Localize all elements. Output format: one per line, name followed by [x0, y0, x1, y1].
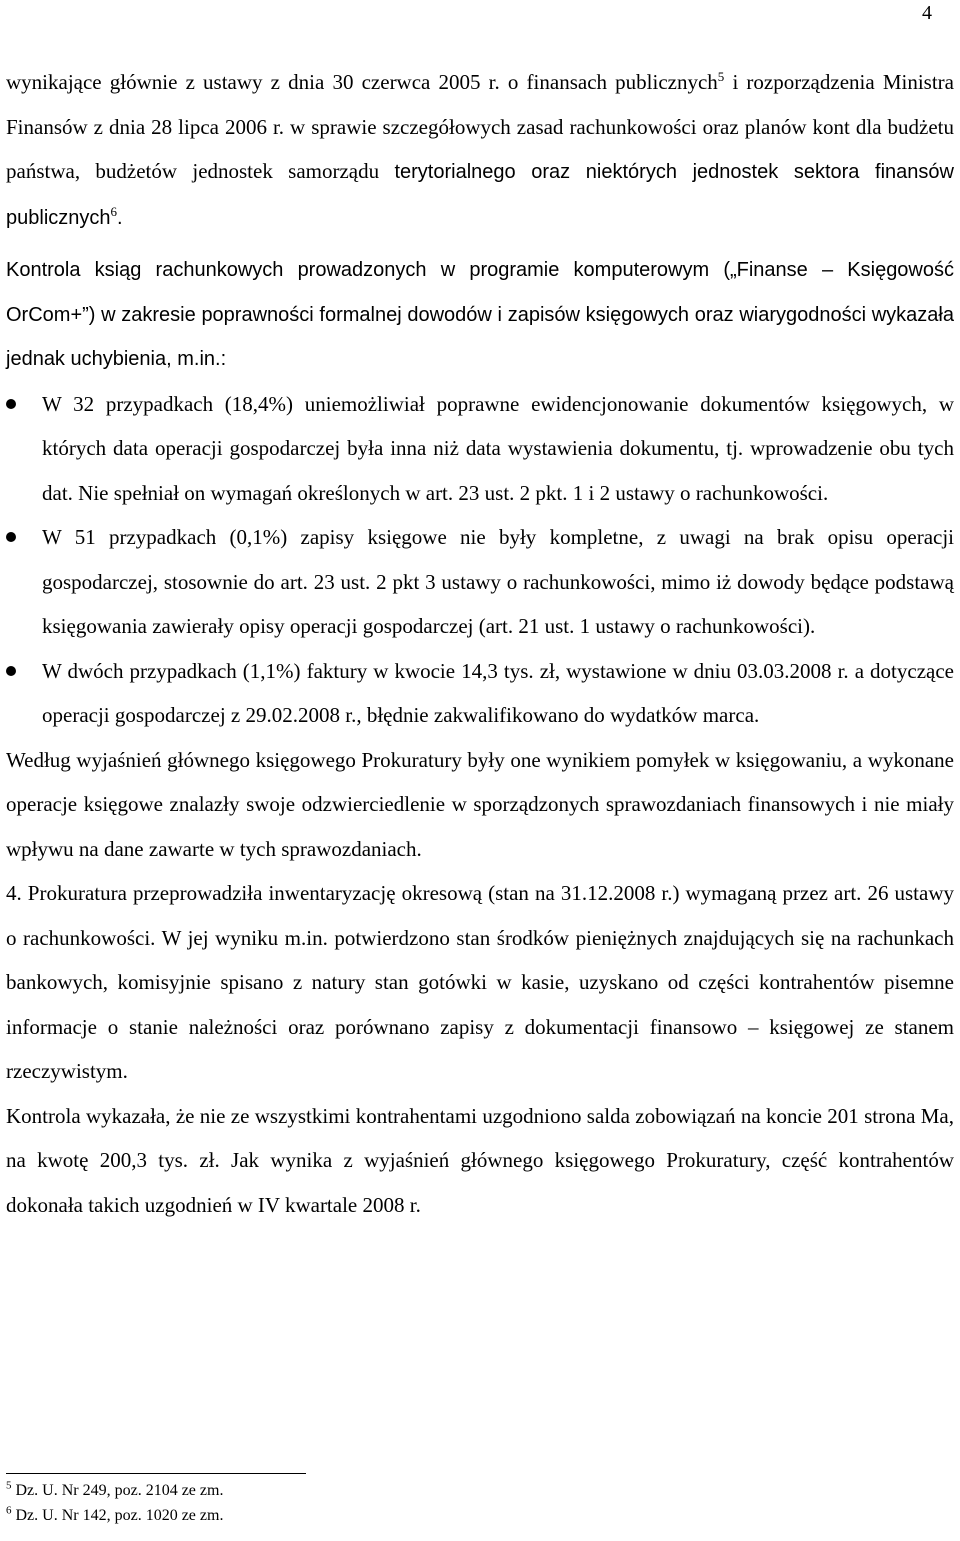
- footnote-separator: [6, 1473, 306, 1474]
- footnote-text: Dz. U. Nr 249, poz. 2104 ze zm.: [11, 1482, 224, 1499]
- list-item: [6, 382, 954, 516]
- paragraph-intro-text: wynikające głównie z ustawy z dnia 30 czerwca 2005 r. o finansach publicznych: [6, 70, 718, 94]
- bullet-icon: [6, 532, 16, 542]
- footnote-text: Dz. U. Nr 142, poz. 1020 ze zm.: [11, 1507, 224, 1524]
- footnote-ref-6[interactable]: 6: [110, 203, 118, 219]
- list-item-text: W 51 przypadkach (0,1%) zapisy księgowe nie były kompletne, z uwagi na brak opisu operacji gospodarczej, stosownie do art. 23 ust. 2 pkt 3 ustawy o rachunkowości, mimo iż dowody będące podstawą księgowania zawierały opisy operacji gospodarczej (art. 21 ust. 1 ustawy o rachunkowości).: [42, 525, 954, 638]
- findings-list: [6, 382, 954, 738]
- paragraph-intro-text-2: i rozporządzenia Ministra Finansów z dnia 28 lipca 2006 r. w sprawie szczegółowych zasad rachunkowości oraz planów kont dla budżetu państwa, budżetów jednostek samorządu: [6, 70, 954, 183]
- footnote-ref-5[interactable]: 5: [717, 69, 725, 84]
- paragraph-intro-end: .: [117, 206, 123, 229]
- list-item-text: W 32 przypadkach (18,4%) uniemożliwiał poprawne ewidencjonowanie dokumentów księgowych, w których data operacji gospodarczej była inna niż data wystawienia dokumentu, tj. wprowadzenie obu tych dat. Nie spełniał on wymagań określonych w art. 23 ust. 2 pkt. 1 i 2 ustawy o rachunkowości.: [42, 391, 954, 505]
- bullet-icon: [6, 399, 16, 409]
- bullet-icon: [6, 666, 16, 676]
- footnotes: [6, 1473, 306, 1528]
- document-body: [6, 60, 954, 1227]
- paragraph-inventory: 4. Prokuratura przeprowadziła inwentaryzację okresową (stan na 31.12.2008 r.) wymaganą przez art. 26 ustawy o rachunkowości. W jej wyniku m.in. potwierdzono stan środków pieniężnych znajdujących się na rachunkach bankowych, komisyjnie spisano z natury stan gotówki w kasie, uzyskano od części kontrahentów pisemne informacje o stanie należności oraz porównano zapisy z dokumentacji finansowo – księgowej ze stanem rzeczywistym.: [6, 881, 954, 1083]
- footnote-5: [6, 1478, 306, 1503]
- footnote-number: 6: [6, 1504, 12, 1517]
- list-item-text: W dwóch przypadkach (1,1%) faktury w kwocie 14,3 tys. zł, wystawione w dniu 03.03.2008 r. a dotyczące operacji gospodarczej z 29.02.2008 r., błędnie zakwalifikowano do wydatków marca.: [42, 658, 954, 727]
- paragraph-balances: Kontrola wykazała, że nie ze wszystkimi kontrahentami uzgodniono salda zobowiązań na koncie 201 strona Ma, na kwotę 200,3 tys. zł. Jak wynika z wyjaśnień głównego księgowego Prokuratury, część kontrahentów dokonała takich uzgodnień w IV kwartale 2008 r.: [6, 1103, 954, 1217]
- list-item: [6, 515, 954, 649]
- paragraph-intro: [6, 60, 954, 240]
- paragraph-intro-text-3: terytorialnego oraz niektórych jednostek sektora finansów publicznych: [6, 161, 954, 229]
- footnote-number: 5: [6, 1479, 12, 1492]
- list-item: [6, 649, 954, 738]
- footnote-6: [6, 1503, 306, 1528]
- paragraph-explanations: Według wyjaśnień głównego księgowego Prokuratury były one wynikiem pomyłek w księgowaniu, a wykonane operacje księgowe znalazły swoje odzwierciedlenie w sporządzonych sprawozdaniach finansowych i nie miały wpływu na dane zawarte w tych sprawozdaniach.: [6, 747, 954, 861]
- page-number: 4: [922, 2, 932, 24]
- paragraph-control-findings: Kontrola ksiąg rachunkowych prowadzonych w programie komputerowym („Finanse – Księgowość OrCom+”) w zakresie poprawności formalnej dowodów i zapisów księgowych oraz wiarygodności wykazała jednak uchybienia, m.in.:: [6, 259, 954, 370]
